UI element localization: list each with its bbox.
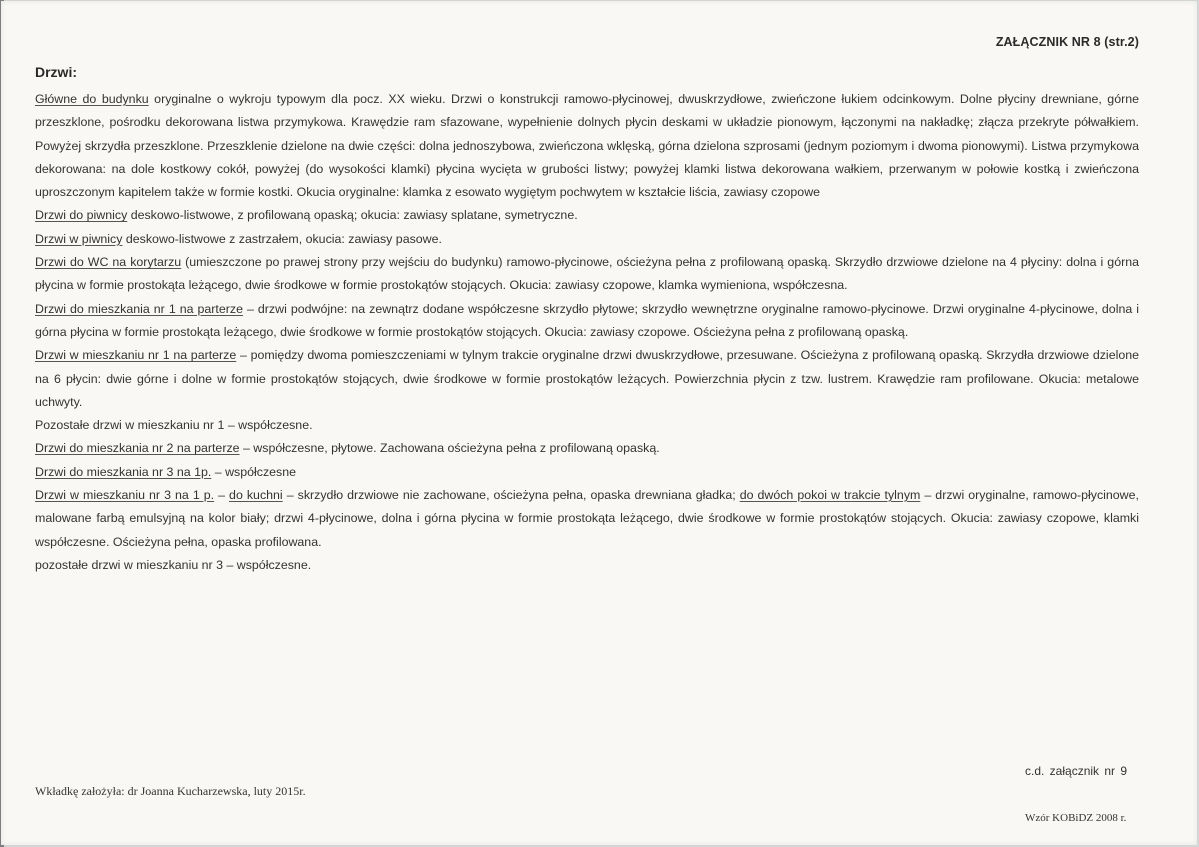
paragraph-apartment-3-other	[35, 554, 1139, 577]
prepared-by-note: Wkładkę założyła: dr Joanna Kucharzewska, luty 2015r.	[35, 784, 306, 798]
section-title: Drzwi:	[35, 64, 77, 80]
attachment-header: ZAŁĄCZNIK NR 8 (str.2)	[995, 35, 1139, 49]
paragraph-lead: Drzwi do mieszkania nr 3 na 1p.	[35, 464, 212, 479]
paragraph-lead-kitchen: do kuchni	[229, 488, 283, 503]
paragraph-text: – drzwi oryginalne, ramowo-płycinowe, malowane farbą emulsyjną na kolor biały; drzwi 4-płycinowe, dolna i górna płycina w formie prostokąta leżącego, dwie środkowe w formie prostokątów stojących. Okucia: zawiasy czopowe, klamki współczesne. Ościeżyna pełna, opaska profilowana.	[35, 488, 1139, 549]
paragraph-apartment-1-other	[35, 414, 1139, 437]
paragraph-in-basement	[35, 228, 1139, 251]
paragraph-text: – pomiędzy dwoma pomieszczeniami w tylnym trakcie oryginalne drzwi dwuskrzydłowe, przesuwane. Ościeżyna z profilowaną opaską. Skrzydła drzwiowe dzielone na 6 płycin: dwie górne i dolne w formie prostokątów stojących, dwie środkowe w formie prostokątów leżących. Powierzchnia płycin z tzw. lustrem. Krawędzie ram profilowane. Okucia: metalowe uchwyty.	[35, 348, 1140, 409]
door-descriptions	[35, 88, 1139, 577]
paragraph-lead: Drzwi do mieszkania nr 1 na parterze	[35, 301, 243, 316]
paragraph-lead-rooms: do dwóch pokoi w trakcie tylnym	[739, 488, 921, 503]
paragraph-text: – współczesne	[211, 464, 297, 479]
paragraph-apartment-2-door	[35, 437, 1139, 460]
paragraph-lead: Drzwi w mieszkaniu nr 1 na parterze	[35, 348, 237, 363]
paragraph-text: deskowo-listwowe, z profilowaną opaską; okucia: zawiasy splatane, symetryczne.	[127, 208, 578, 223]
paragraph-apartment-3-door	[35, 461, 1139, 484]
paragraph-text: oryginalne o wykroju typowym dla pocz. XX wieku. Drzwi o konstrukcji ramowo-płycinowej, dwuskrzydłowe, zwieńczone łukiem odcinkowym. Dolne płyciny drewniane, górne przeszklone, pośrodku dekorowana listwa przymykowa. Krawędzie ram sfazowane, wypełnienie dolnych płycin deskami w układzie pionowym, łączonymi na nakładkę; złącza przekryte półwałkiem. Powyżej skrzydła przeszklone. Przeszklenie dzielone na dwie części: dolna jednoszybowa, zwieńczona wklęską, górna dzielona szprosami (jednym poziomym i dwoma pionowymi). Listwa przymykowa dekorowana: na dole kostkowy cokół, powyżej (do wysokości klamki) płycina wycięta w grubości listwy; powyżej klamki listwa dekorowana wałkiem, przerwanym w połowie kostką i zwieńczona uproszczonym kapitelem także w formie kostki. Okucia oryginalne: klamka z esowato wygiętym pochwytem w kształcie liścia, zawiasy czopowe	[35, 92, 1139, 200]
paragraph-lead: Drzwi do mieszkania nr 2 na parterze	[35, 441, 240, 456]
paragraph-text: –	[214, 488, 230, 503]
paragraph-basement-door	[35, 204, 1139, 227]
continuation-note: c.d. załącznik nr 9	[1025, 764, 1128, 778]
paragraph-lead: Drzwi do piwnicy	[35, 208, 128, 223]
paragraph-lead: Drzwi do WC na korytarzu	[35, 255, 182, 270]
paragraph-text: – drzwi podwójne: na zewnątrz dodane współczesne skrzydło płytowe; skrzydło wewnętrzne oryginalne ramowo-płycinowe. Drzwi oryginalne 4-płycinowe, dolna i górna płycina w formie prostokąta leżącego, dwie środkowe w formie prostokątów stojących. Okucia: zawiasy czopowe. Ościeżyna pełna z profilowaną opaską.	[35, 301, 1139, 339]
paragraph-text: Pozostałe drzwi w mieszkaniu nr 1 – współczesne.	[35, 418, 313, 433]
paragraph-text: – współczesne, płytowe. Zachowana ościeżyna pełna z profilowaną opaską.	[239, 441, 660, 456]
paragraph-text: pozostałe drzwi w mieszkaniu nr 3 – współczesne.	[35, 557, 312, 572]
paragraph-text: (umieszczone po prawej strony przy wejściu do budynku) ramowo-płycinowe, ościeżyna pełna z profilowaną opaską. Skrzydło drzwiowe dzielone na 4 płyciny: dolna i górna płycina w formie prostokąta leżącego, dwie środkowe w formie prostokątów stojących. Okucia: zawiasy czopowe, klamka wymieniona, współczesna.	[35, 255, 1139, 293]
paragraph-lead: Główne do budynku	[35, 92, 149, 106]
paragraph-wc-door	[35, 251, 1139, 298]
paragraph-apartment-3-interior	[35, 484, 1139, 554]
paragraph-text: deskowo-listwowe z zastrzałem, okucia: zawiasy pasowe.	[122, 231, 442, 246]
paragraph-text: – skrzydło drzwiowe nie zachowane, ościeżyna pełna, opaska drewniana gładka;	[282, 488, 740, 503]
document-sheet	[1, 1, 1197, 845]
paragraph-apartment-1-interior	[35, 344, 1139, 414]
paragraph-lead: Drzwi w piwnicy	[35, 231, 123, 246]
paragraph-lead: Drzwi w mieszkaniu nr 3 na 1 p.	[35, 488, 215, 503]
paragraph-apartment-1-door	[35, 298, 1139, 345]
paragraph-main-entrance	[35, 88, 1139, 204]
template-note: Wzór KOBiDZ 2008 r.	[1025, 812, 1127, 824]
